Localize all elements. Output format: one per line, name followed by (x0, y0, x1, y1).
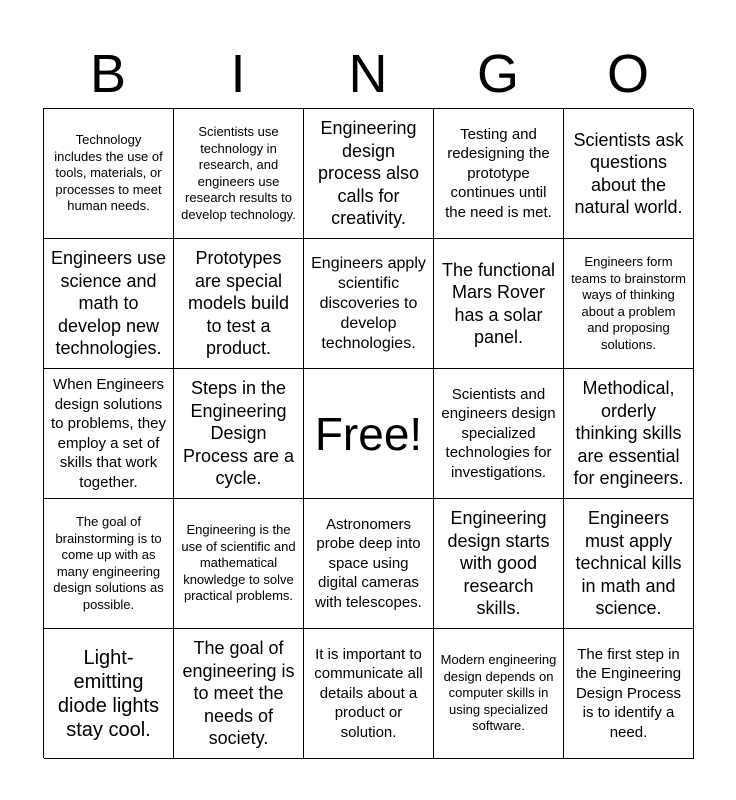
free-space-cell (304, 369, 434, 499)
bingo-cell (564, 109, 694, 239)
cell-text: When Engineers design solutions to problems, they employ a set of skills that work together. (50, 376, 167, 491)
cell-text: Prototypes are special models build to test a product. (187, 248, 290, 359)
cell-text: Steps in the Engineering Design Process are a cycle. (182, 378, 295, 489)
cell-text: The functional Mars Rover has a solar panel. (441, 259, 556, 347)
cell-text: The first step in the Engineering Design Process is to identify a need. (575, 645, 682, 741)
bingo-cell (174, 499, 304, 629)
bingo-cell (174, 629, 304, 759)
cell-text: Engineers must apply technical kills in math and science. (575, 508, 682, 619)
bingo-cell (434, 629, 564, 759)
free-space-text: Free! (314, 407, 423, 460)
cell-text: Modern engineering design depends on computer skills in using specialized software. (440, 652, 557, 734)
cell-text: Scientists use technology in research, and engineers use research results to develop technology. (181, 124, 296, 222)
cell-text: The goal of engineering is to meet the needs of society. (182, 638, 295, 749)
cell-text: Scientists and engineers design specialized technologies for investigations. (441, 385, 556, 481)
bingo-cell (304, 499, 434, 629)
cell-text: Engineers apply scientific discoveries to develop technologies. (311, 254, 426, 352)
cell-text: Testing and redesigning the prototype continues until the need is met. (445, 125, 552, 221)
bingo-cell (44, 629, 174, 759)
cell-text: Engineering design process also calls for creativity. (317, 118, 420, 229)
bingo-cell (44, 369, 174, 499)
bingo-grid (43, 108, 693, 758)
bingo-cell (434, 239, 564, 369)
bingo-cell (174, 239, 304, 369)
cell-text: It is important to communicate all details about a product or solution. (314, 645, 423, 741)
bingo-cell (434, 369, 564, 499)
header-letter-i: I (230, 44, 246, 104)
cell-text: Astronomers probe deep into space using digital cameras with telescopes. (315, 515, 422, 611)
bingo-cell (44, 239, 174, 369)
cell-text: Engineers use science and math to develop new technologies. (50, 248, 167, 359)
bingo-cell (564, 369, 694, 499)
bingo-cell (174, 109, 304, 239)
bingo-header (43, 40, 693, 108)
header-letter-b: B (89, 44, 127, 104)
cell-text: Engineers form teams to brainstorm ways of thinking about a problem and proposing solutions. (571, 254, 686, 352)
bingo-cell (44, 499, 174, 629)
bingo-cell (174, 369, 304, 499)
cell-text: Technology includes the use of tools, materials, or processes to meet human needs. (54, 132, 163, 214)
bingo-cell (304, 109, 434, 239)
bingo-cell (564, 629, 694, 759)
bingo-cell (304, 239, 434, 369)
cell-text: The goal of brainstorming is to come up with as many engineering design solutions as possible. (53, 514, 164, 612)
bingo-cell (434, 109, 564, 239)
header-letter-g: G (476, 44, 519, 104)
bingo-cell (44, 109, 174, 239)
cell-text: Engineering is the use of scientific and mathematical knowledge to solve practical problems. (181, 522, 296, 604)
cell-text: Methodical, orderly thinking skills are essential for engineers. (573, 378, 684, 489)
cell-text: Light-emitting diode lights stay cool. (57, 646, 160, 741)
bingo-cell (304, 629, 434, 759)
header-letter-o: O (606, 44, 649, 104)
bingo-cell (564, 499, 694, 629)
header-letter-n: N (348, 44, 388, 104)
cell-text: Engineering design starts with good research skills. (447, 508, 550, 619)
cell-text: Scientists ask questions about the natural world. (573, 129, 684, 217)
bingo-cell (434, 499, 564, 629)
bingo-cell (564, 239, 694, 369)
